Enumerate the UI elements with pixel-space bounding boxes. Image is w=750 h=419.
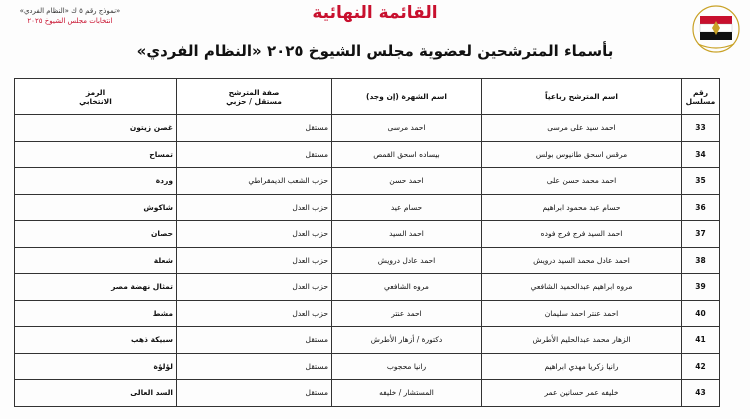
candidate-name-cell: احمد السيد فرج فرج فوده: [482, 221, 682, 248]
form-election-label: انتخابات مجلس الشيوخ ٢٠٢٥: [27, 17, 113, 25]
table-row: [15, 353, 720, 380]
serial-number-cell: 39: [682, 274, 720, 301]
serial-number-cell: 43: [682, 380, 720, 407]
table-row: [15, 168, 720, 195]
table-row: [15, 115, 720, 142]
candidate-status-cell: مستقل: [177, 353, 332, 380]
candidate-status-cell: حزب العدل: [177, 247, 332, 274]
electoral-symbol-cell: السد العالى: [15, 380, 177, 407]
header-serial-number: رقم مسلسل: [682, 79, 720, 115]
candidate-name-cell: احمد عادل محمد السيد درويش: [482, 247, 682, 274]
nickname-cell: احمد عادل درويش: [332, 247, 482, 274]
serial-number-cell: 36: [682, 194, 720, 221]
nickname-cell: مروه الشافعي: [332, 274, 482, 301]
candidate-status-cell: حزب الشعب الديمقراطي: [177, 168, 332, 195]
electoral-symbol-cell: لؤلؤة: [15, 353, 177, 380]
candidate-status-cell: مستقل: [177, 141, 332, 168]
table-row: [15, 380, 720, 407]
serial-number-cell: 41: [682, 327, 720, 354]
form-number-label: «نموذج رقم ٥ ك «النظام الفردي»: [19, 7, 121, 15]
header-candidate-name: اسم المترشح رباعياً: [482, 79, 682, 115]
nickname-cell: احمد السيد: [332, 221, 482, 248]
serial-number-cell: 40: [682, 300, 720, 327]
table-row: [15, 247, 720, 274]
electoral-symbol-cell: شاكوش: [15, 194, 177, 221]
table-row: [15, 141, 720, 168]
candidate-name-cell: احمد سيد على مرسى: [482, 115, 682, 142]
electoral-symbol-cell: شعلة: [15, 247, 177, 274]
serial-number-cell: 42: [682, 353, 720, 380]
serial-number-cell: 37: [682, 221, 720, 248]
serial-number-cell: 34: [682, 141, 720, 168]
candidate-status-cell: مستقل: [177, 327, 332, 354]
candidate-status-cell: حزب العدل: [177, 274, 332, 301]
nickname-cell: احمد عنتر: [332, 300, 482, 327]
candidate-name-cell: رانيا زكريا مهدي ابراهيم: [482, 353, 682, 380]
form-number-box: [6, 6, 134, 26]
nickname-cell: بيساده اسحق القمص: [332, 141, 482, 168]
nickname-cell: رانيا محجوب: [332, 353, 482, 380]
electoral-symbol-cell: حصان: [15, 221, 177, 248]
candidate-name-cell: احمد محمد حسن على: [482, 168, 682, 195]
candidate-status-cell: حزب العدل: [177, 300, 332, 327]
table-row: [15, 194, 720, 221]
electoral-symbol-cell: تمثال نهضة مصر: [15, 274, 177, 301]
candidate-status-cell: مستقل: [177, 380, 332, 407]
main-title: بأسماء المترشحين لعضوية مجلس الشيوخ ٢٠٢٥ «النظام الفردي»: [136, 42, 614, 60]
electoral-symbol-cell: سبيكة ذهب: [15, 327, 177, 354]
table-row: [15, 221, 720, 248]
electoral-symbol-cell: وردة: [15, 168, 177, 195]
table-row: [15, 274, 720, 301]
candidate-name-cell: احمد عنتر احمد سليمان: [482, 300, 682, 327]
serial-number-cell: 38: [682, 247, 720, 274]
serial-number-cell: 35: [682, 168, 720, 195]
nickname-cell: حسام عيد: [332, 194, 482, 221]
table-row: [15, 327, 720, 354]
candidate-name-cell: الزهار محمد عبدالحليم الأطرش: [482, 327, 682, 354]
candidate-name-cell: خليفه عمر حسانين عمر: [482, 380, 682, 407]
candidate-status-cell: حزب العدل: [177, 221, 332, 248]
header-candidate-status: صفة المترشح مستقل / حزبي: [177, 79, 332, 115]
serial-number-cell: 33: [682, 115, 720, 142]
nickname-cell: المستشار / خليفه: [332, 380, 482, 407]
candidate-status-cell: مستقل: [177, 115, 332, 142]
candidate-name-cell: حسام عبد محمود ابراهيم: [482, 194, 682, 221]
nickname-cell: احمد مرسى: [332, 115, 482, 142]
candidate-name-cell: مرقس اسحق طانيوس بولس: [482, 141, 682, 168]
final-list-title: القائمة النهائية: [312, 3, 438, 23]
electoral-symbol-cell: تمساح: [15, 141, 177, 168]
nickname-cell: دكتورة / أزهار الأطرش: [332, 327, 482, 354]
electoral-symbol-cell: غصن زيتون: [15, 115, 177, 142]
electoral-symbol-cell: مشط: [15, 300, 177, 327]
nickname-cell: احمد حسن: [332, 168, 482, 195]
candidates-table: [14, 78, 720, 407]
candidate-status-cell: حزب العدل: [177, 194, 332, 221]
header-nickname: اسم الشهرة (إن وجد): [332, 79, 482, 115]
header-electoral-symbol: الرمز الانتخابي: [15, 79, 177, 115]
candidate-name-cell: مروه ابراهيم عبدالحميد الشافعي: [482, 274, 682, 301]
table-row: [15, 300, 720, 327]
table-header-row: [15, 79, 720, 115]
